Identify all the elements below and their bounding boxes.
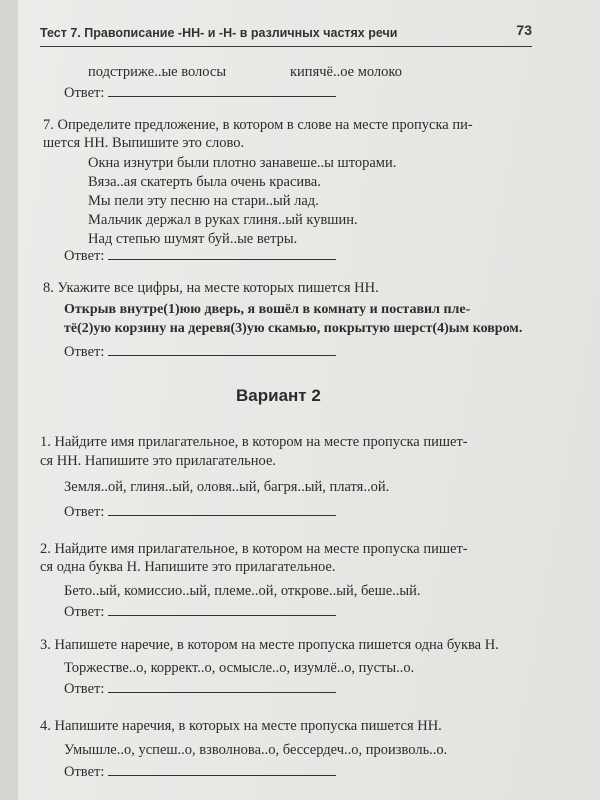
running-header	[40, 22, 532, 47]
q8-text: 8. Укажите все цифры, на месте которых пишется НН.	[43, 280, 379, 296]
q7-sentence: Вяза..ая скатерть была очень красива.	[88, 174, 321, 190]
v2q3-answer-line	[64, 680, 336, 698]
answer-label: Ответ:	[64, 504, 105, 520]
v2q2-answer-line	[64, 603, 336, 621]
answer-blank	[108, 343, 336, 356]
v2q3-words: Торжестве..о, коррект..о, осмысле..о, изумлё..о, пусты..о.	[64, 660, 415, 676]
v2q2-text-line1: 2. Найдите имя прилагательное, в котором на месте пропуска пишет-	[40, 541, 468, 557]
answer-label: Ответ:	[64, 344, 105, 360]
q8-sentence-line2: тё(2)ую корзину на деревя(3)ую скамью, покрытую шерст(4)ым ковром.	[64, 321, 523, 336]
v2q1-answer-line	[64, 503, 336, 521]
answer-blank	[108, 603, 336, 616]
header-title: Тест 7. Правописание -НН- и -Н- в различных частях речи	[40, 26, 398, 40]
answer-label: Ответ:	[64, 85, 105, 101]
answer-blank	[108, 680, 336, 693]
v2q1-words: Земля..ой, глиня..ый, оловя..ый, багря..ый, платя..ой.	[64, 479, 390, 495]
v2q2-text-line2: ся одна буква Н. Напишите это прилагательное.	[40, 559, 336, 575]
q7-sentence: Мальчик держал в руках глиня..ый кувшин.	[88, 212, 358, 228]
q7-sentence: Окна изнутри были плотно занавеше..ы шторами.	[88, 155, 397, 171]
answer-label: Ответ:	[64, 604, 105, 620]
q7-answer-line	[64, 247, 336, 265]
v2q1-text-line1: 1. Найдите имя прилагательное, в котором на месте пропуска пишет-	[40, 434, 468, 450]
variant-heading: Вариант 2	[236, 386, 321, 405]
word-pair-b: кипячё..ое молоко	[290, 64, 402, 80]
q8-answer-line	[64, 343, 336, 361]
answer-blank	[108, 503, 336, 516]
q7-text-line2: шется НН. Выпишите это слово.	[43, 135, 245, 151]
v2q4-answer-line	[64, 763, 336, 781]
book-page	[18, 0, 600, 800]
v2q3-text: 3. Напишете наречие, в котором на месте пропуска пишется одна буква Н.	[40, 637, 499, 653]
answer-label: Ответ:	[64, 764, 105, 780]
q8-sentence-line1: Открыв внутре(1)юю дверь, я вошёл в комнату и поставил пле-	[64, 302, 471, 317]
v2q2-words: Бето..ый, комиссио..ый, племе..ой, открове..ый, беше..ый.	[64, 583, 421, 599]
answer-blank	[108, 763, 336, 776]
word-pair-a: подстриже..ые волосы	[88, 64, 227, 80]
v2q1-text-line2: ся НН. Напишите это прилагательное.	[40, 453, 277, 469]
v2q4-words: Умышле..о, успеш..о, взволнова..о, бессердеч..о, произволь..о.	[64, 742, 448, 758]
q7-text-line1: 7. Определите предложение, в котором в слове на месте пропуска пи-	[43, 117, 473, 133]
q7-sentence: Над степью шумят буй..ые ветры.	[88, 231, 298, 247]
answer-blank	[108, 247, 336, 260]
page-number: 73	[516, 22, 532, 38]
answer-blank	[108, 84, 336, 97]
answer-label: Ответ:	[64, 681, 105, 697]
answer-line	[64, 84, 336, 102]
q7-sentence: Мы пели эту песню на стари..ый лад.	[88, 193, 319, 209]
v2q4-text: 4. Напишите наречия, в которых на месте пропуска пишется НН.	[40, 718, 442, 734]
answer-label: Ответ:	[64, 248, 105, 264]
